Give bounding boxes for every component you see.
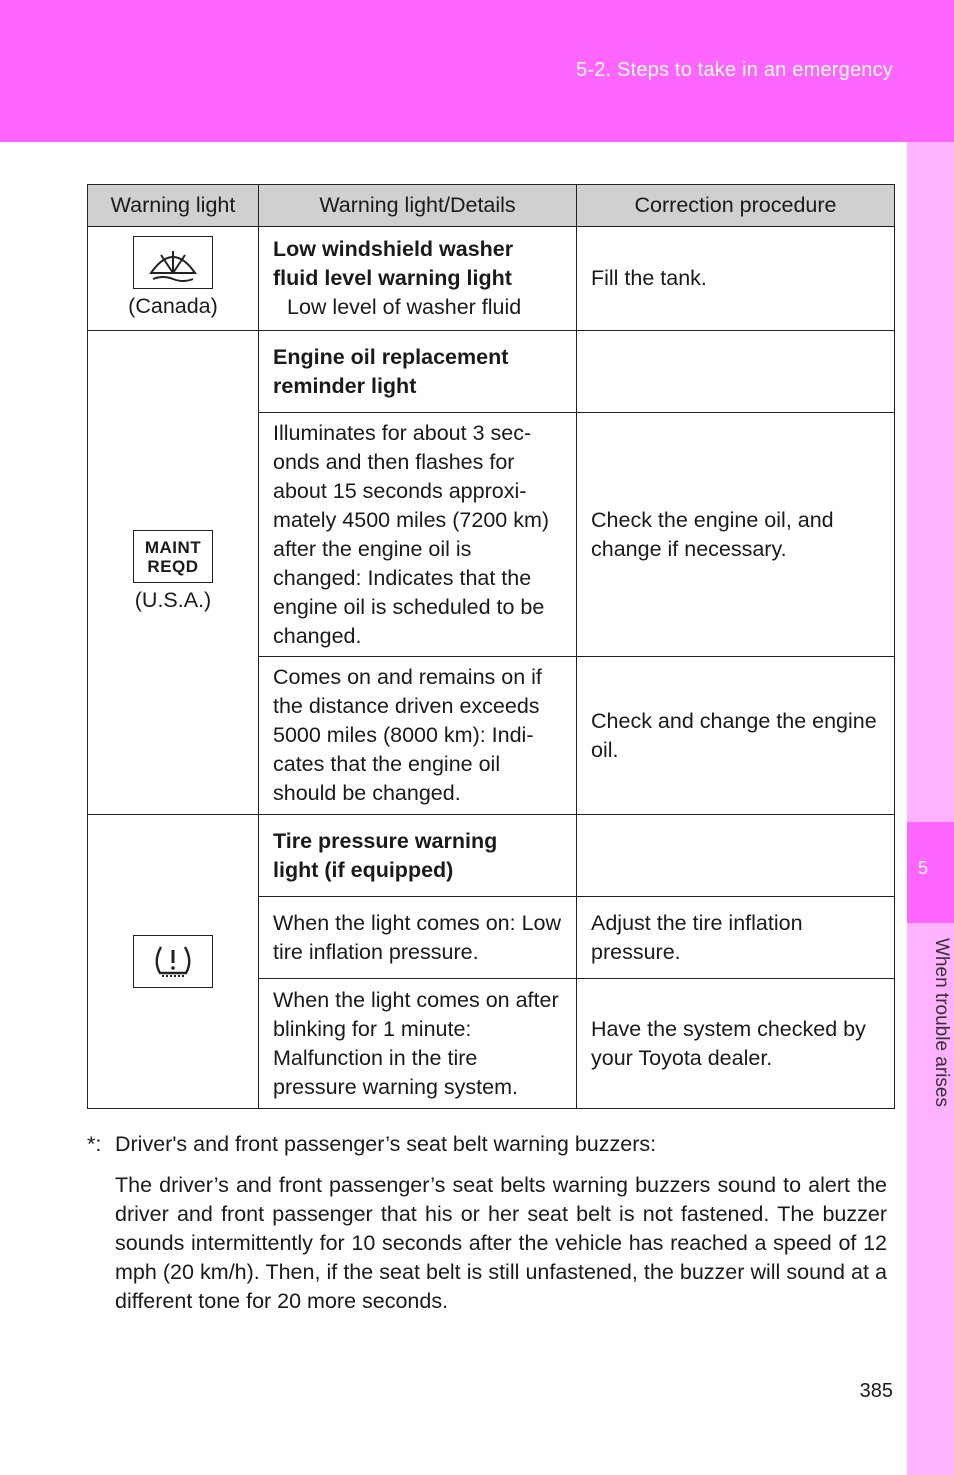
oil-correction-2: Check and change the engine oil. xyxy=(577,657,895,815)
tire-title-line1: Tire pressure warning xyxy=(273,828,498,853)
footnote-label: *: xyxy=(87,1132,102,1156)
oil-title xyxy=(259,331,577,413)
region-canada: (Canada) xyxy=(128,294,218,318)
chapter-tab[interactable] xyxy=(907,822,954,923)
header-details: Warning light/Details xyxy=(259,185,577,227)
washer-fluid-icon xyxy=(133,236,213,289)
table-row xyxy=(88,815,895,897)
washer-title-line2: fluid level warning light xyxy=(273,266,512,290)
chapter-name: When trouble arises xyxy=(931,938,952,1107)
table-row xyxy=(88,331,895,413)
region-usa: (U.S.A.) xyxy=(134,588,212,612)
footnote-body: The driver’s and front passenger’s seat belts warning buzzers sound to alert the driver and front passenger that his or her seat belt is not fastened. The buzzer sounds intermittently for 10 seconds after the vehicle has reached a speed of 12 mph (20 km/h). Then, if the seat belt is still unfastened, the buzzer will sound at a different tone for 20 more seconds. xyxy=(115,1173,887,1313)
warning-light-table xyxy=(87,184,895,1109)
washer-icon-cell xyxy=(88,227,259,331)
washer-correction: Fill the tank. xyxy=(577,227,895,331)
footnote xyxy=(87,1130,887,1316)
tire-icon-cell xyxy=(88,815,259,1109)
oil-title-correction xyxy=(577,331,895,413)
table-row xyxy=(88,227,895,331)
oil-detail-1: Illuminates for about 3 sec-onds and then flashes for about 15 seconds approxi-mately 4500 miles (7200 km) after the engine oil is changed: Indicates that the engine oil is scheduled to be changed. xyxy=(259,413,577,657)
tire-pressure-icon xyxy=(133,935,213,988)
chapter-number: 5 xyxy=(918,858,929,878)
side-strip xyxy=(907,142,954,1475)
table-header-row xyxy=(88,185,895,227)
oil-title-line1: Engine oil replacement xyxy=(273,344,509,369)
footnote-heading: Driver's and front passenger’s seat belt warning buzzers: xyxy=(115,1132,657,1156)
tire-correction-1: Adjust the tire inflation pressure. xyxy=(577,897,895,979)
maint-icon-line1: MAINT xyxy=(144,537,202,557)
oil-icon-cell xyxy=(88,331,259,815)
tire-detail-2: When the light comes on after blinking for 1 minute: Malfunction in the tire pressure warning system. xyxy=(259,979,577,1109)
oil-detail-2: Comes on and remains on if the distance driven exceeds 5000 miles (8000 km): Indi-cates that the engine oil should be changed. xyxy=(259,657,577,815)
oil-title-line2: reminder light xyxy=(273,373,417,398)
section-title: 5-2. Steps to take in an emergency xyxy=(576,59,893,81)
tire-detail-1: When the light comes on: Low tire inflation pressure. xyxy=(259,897,577,979)
tire-title-correction xyxy=(577,815,895,897)
tire-title xyxy=(259,815,577,897)
page-number: 385 xyxy=(859,1380,893,1402)
header-warning-light: Warning light xyxy=(88,185,259,227)
washer-detail: Low level of washer fluid xyxy=(287,295,522,319)
washer-details xyxy=(259,227,577,331)
header-correction: Correction procedure xyxy=(577,185,895,227)
tire-title-line2: light (if equipped) xyxy=(273,857,454,882)
tire-correction-2: Have the system checked by your Toyota dealer. xyxy=(577,979,895,1109)
washer-title-line1: Low windshield washer xyxy=(273,237,514,261)
maint-reqd-icon xyxy=(133,530,213,583)
oil-correction-1: Check the engine oil, and change if necessary. xyxy=(577,413,895,657)
maint-icon-line2: REQD xyxy=(147,556,199,576)
